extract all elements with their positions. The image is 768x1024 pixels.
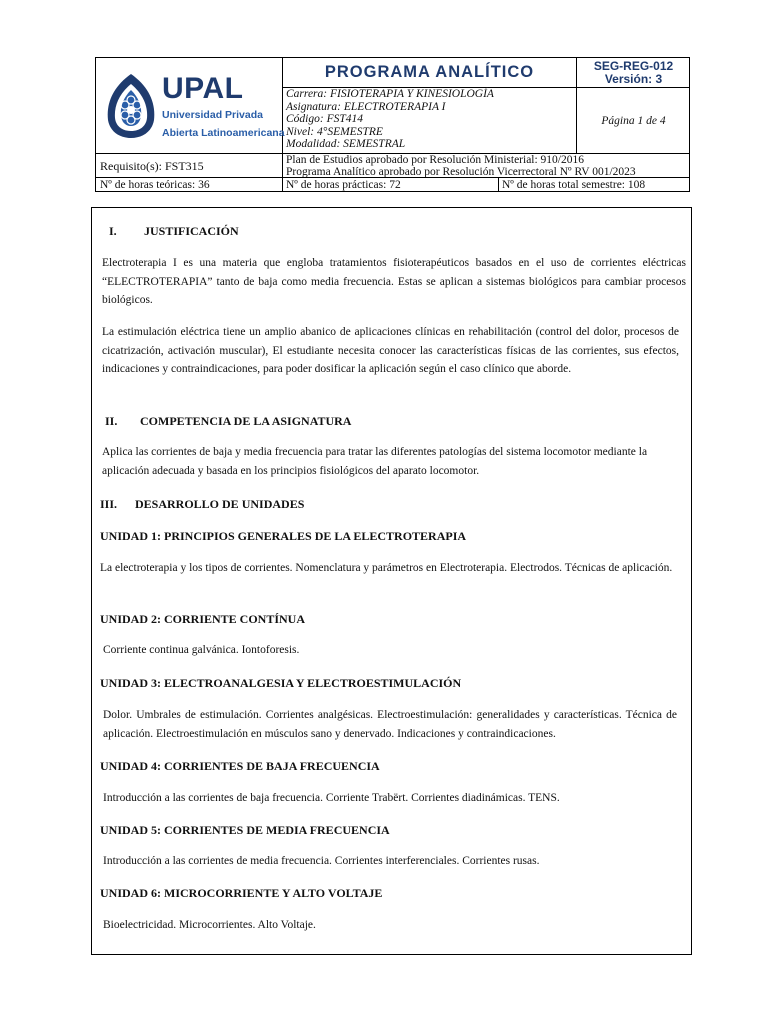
unit-5-text: Introducción a las corrientes de media frecuencia. Corrientes interferenciales. Corrientes rusas. [103,855,540,867]
section-2-heading [105,414,691,429]
section-1-title: JUSTIFICACIÓN [144,224,239,238]
plan-cell [283,153,690,177]
plan-line-2: Programa Analítico aprobado por Resolución Vicerrectoral Nº RV 001/2023 [286,166,636,178]
plan-line-1: Plan de Estudios aprobado por Resolución Ministerial: 910/2016 [286,154,585,166]
doc-code-cell [577,58,690,88]
codigo: Código: FST414 [286,113,363,125]
unit-6-text: Bioelectricidad. Microcorrientes. Alto Voltaje. [103,919,316,931]
doc-code: SEG-REG-012 [593,59,674,73]
horas-total: Nº de horas total semestre: 108 [499,177,690,192]
content-box [91,207,692,955]
nivel: Nivel: 4°SEMESTRE [286,125,383,138]
unit-1-title: UNIDAD 1: PRINCIPIOS GENERALES DE LA ELECTROTERAPIA [100,529,467,543]
requisitos: Requisito(s): FST315 [96,153,283,177]
unit-6-title: UNIDAD 6: MICROCORRIENTE Y ALTO VOLTAJE [100,886,383,900]
section-2-number: II. [105,414,118,428]
doc-version: Versión: 3 [604,72,663,86]
modalidad: Modalidad: SEMESTRAL [286,138,406,150]
document-title-cell [283,58,577,88]
document-title: PROGRAMA ANALÍTICO [324,63,535,81]
section-1-paragraph-1: Electroterapia I es una materia que engloba tratamientos fisioterapéuticos basados en el uso de corrientes eléctricas “ELECTROTERAPIA” tanto de baja como media frecuencia. Estas se aplican a sistemas biológicos para cambiar procesos biológicos. [102,257,686,306]
section-1-paragraph-2: La estimulación eléctrica tiene un amplio abanico de aplicaciones clínicas en rehabilitación (control del dolor, procesos de cicatrización, activación muscular), El estudiante necesita conocer las características físicas de las corrientes, sus efectos, indicaciones y contraindicaciones, para poder dosificar la aplicación según el caso clínico que aborde. [102,326,679,375]
unit-2-text: Corriente continua galvánica. Iontoforesis. [103,644,300,656]
section-1-number: I. [109,224,117,238]
course-info-cell [283,88,577,153]
unit-1-text: La electroterapia y los tipos de corrientes. Nomenclatura y parámetros en Electroterapia. Electrodos. Técnicas de aplicación. [100,562,673,574]
section-1-heading [109,224,691,239]
unit-4-text: Introducción a las corrientes de baja frecuencia. Corriente Trabërt. Corrientes diadinámicas. TENS. [103,792,560,804]
logo-brand: UPAL [162,72,244,105]
logo-text [162,74,285,139]
page-number-cell [577,88,690,153]
logo-subtitle-2: Abierta Latinoamericana [162,126,285,139]
unit-2-title: UNIDAD 2: CORRIENTE CONTÍNUA [100,612,306,626]
section-2-title: COMPETENCIA DE LA ASIGNATURA [140,414,352,428]
unit-5-title: UNIDAD 5: CORRIENTES DE MEDIA FRECUENCIA [100,823,390,837]
section-2-paragraph: Aplica las corrientes de baja y media frecuencia para tratar las diferentes patologías del sistema locomotor mediante la aplicación adecuada y basada en los principios fisiológicos del aparato locomotor. [102,446,648,477]
logo-cell [96,58,283,153]
section-3-heading [100,497,691,512]
header-table [95,57,690,192]
horas-teoricas: Nº de horas teóricas: 36 [96,177,283,192]
page-number: Página 1 de 4 [601,114,666,127]
unit-3-title: UNIDAD 3: ELECTROANALGESIA Y ELECTROESTIMULACIÓN [100,676,462,690]
section-3-title: DESARROLLO DE UNIDADES [135,497,305,511]
section-3-number: III. [100,497,118,511]
carrera: Carrera: FISIOTERAPIA Y KINESIOLOGÍA [286,88,494,100]
unit-4-title: UNIDAD 4: CORRIENTES DE BAJA FRECUENCIA [100,759,380,773]
asignatura: Asignatura: ELECTROTERAPIA I [286,100,446,113]
horas-practicas: Nº de horas prácticas: 72 [283,177,499,192]
logo-subtitle-1: Universidad Privada [162,109,263,121]
unit-3-text: Dolor. Umbrales de estimulación. Corrientes analgésicas. Electroestimulación: generalidades y características. Técnica de aplicación. Electroestimulación en músculos sano y denervado. Indicaciones y contraindicaciones. [103,709,677,740]
upal-logo-icon [104,72,158,140]
